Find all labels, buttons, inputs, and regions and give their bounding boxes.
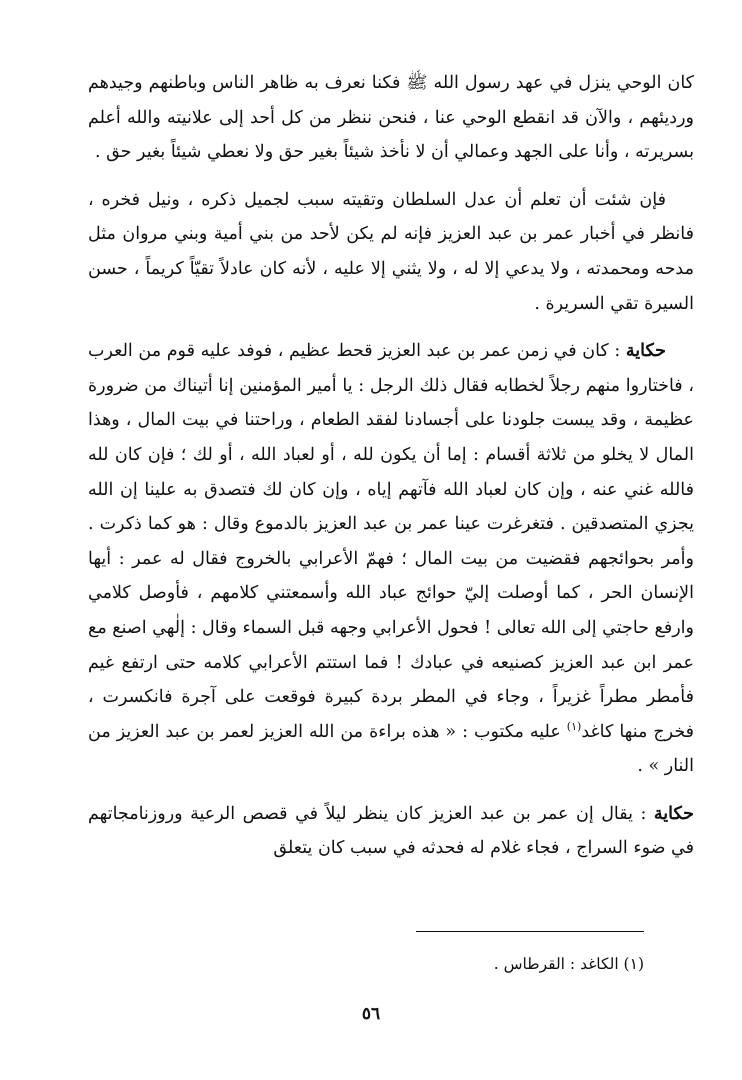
paragraph-2 xyxy=(88,183,694,321)
anecdote-label: حكاية xyxy=(625,341,666,362)
footnote-divider xyxy=(416,931,644,932)
anecdote-label: حكاية xyxy=(653,803,694,824)
footnote xyxy=(494,952,644,976)
paragraph-3-text-after-note: عليه مكتوب : « هذه براءة من الله العزيز لعمر بن عبد العزيز من النار » . xyxy=(88,721,694,777)
footnote-reference: (١) xyxy=(566,719,582,733)
paragraph-2-text: فإن شئت أن تعلم أن عدل السلطان وتقيته سبب لجميل ذكره ، ونيل فخره ، فانظر في أخبار عمر بن عبد العزيز فإنه لم يكن لأحد من بني أمية وبني مروان مثل مدحه ومحمدته ، ولا يدعي إلا له ، ولا يثني إلا عليه ، لأنه كان عادلاً تقيّاً كريماً ، حسن السيرة تقي السريرة . xyxy=(88,189,694,314)
footnote-text: (١) الكاغد : القرطاس . xyxy=(493,955,644,973)
page-number: ٥٦ xyxy=(361,1004,381,1024)
paragraph-3-text-before-note: : كان في زمن عمر بن عبد العزيز قحط عظيم ، فوفد عليه قوم من العرب ، فاختاروا منهم رجلاً لخطابه فقال ذلك الرجل : يا أمير المؤمنين إنا أتيناك من ضرورة عظيمة ، وقد يبست جلودنا على أجسادنا لفقد الطعام ، وراحتنا في بيت المال ، وهذا المال لا يخلو من ثلاثة أقسام : إما أن يكون لله ، أو لعباد الله ، أو لك ؛ فإن كان لله فالله غني عنه ، وإن كان لعباد الله فآتهم إياه ، وإن كان لك فتصدق به علينا إن الله يجزي المتصدقين . فتغرغرت عينا عمر بن عبد العزيز بالدموع وقال : هو كما ذكرت . وأمر بحوائجهم فقضيت من بيت المال ؛ فهمّ الأعرابي بالخروج فقال له عمر : أيها الإنسان الحر ، كما أوصلت إليّ حوائج عباد الله وأسمعتني كلامهم ، فأوصل كلامي وارفع حاجتي إلى الله تعالى ! فحول الأعرابي وجهه قبل السماء وقال : إلٰهي اصنع مع عمر ابن عبد العزيز كصنيعه في عبادك ! فما استتم الأعرابي كلامه حتى ارتفع غيم فأمطر مطراً غزيراً ، وجاء في المطر بردة كبيرة فوقعت على آجرة فانكسرت ، فخرج منها كاغد xyxy=(88,341,694,742)
paragraph-1-text: كان الوحي ينزل في عهد رسول الله ﷺ فكنا نعرف به ظاهر الناس وباطنهم وجيدهم ورديئهم ، والآن قد انقطع الوحي عنا ، فنحن ننظر من كل أحد إلى علانيته والله أعلم بسريرته ، وأنا على الجهد وعمالي أن لا نأخذ شيئاً بغير حق ولا نعطي شيئاً بغير حق . xyxy=(88,73,694,163)
paragraph-3-anecdote xyxy=(88,334,694,784)
main-text xyxy=(88,66,694,866)
paragraph-4-text: : يقال إن عمر بن عبد العزيز كان ينظر ليلاً في قصص الرعية وروزنامجاتهم في ضوء السراج ، فجاء غلام له فحدثه في سبب كان يتعلق xyxy=(88,803,694,859)
paragraph-1 xyxy=(88,66,694,170)
paragraph-4-anecdote xyxy=(88,797,694,866)
